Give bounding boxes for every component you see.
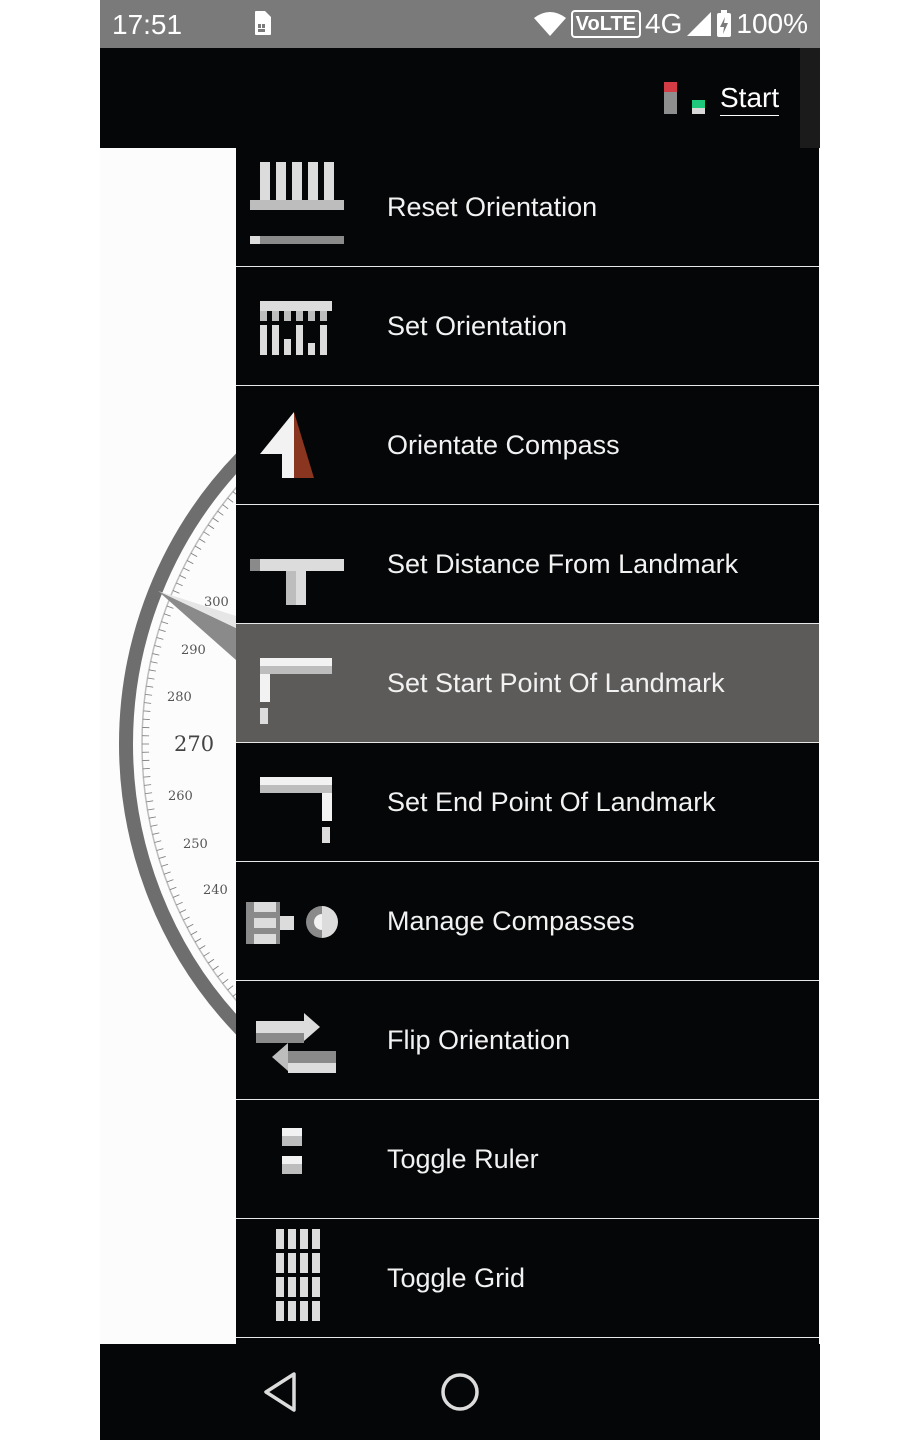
grid-icon	[246, 1229, 346, 1329]
menu-item-label: Reset Orientation	[387, 192, 598, 222]
phone-screen	[100, 0, 820, 1440]
compass-tick	[191, 931, 197, 934]
start-button[interactable]: Start	[720, 82, 779, 116]
compass-tick	[180, 910, 186, 913]
compass-tick	[167, 880, 174, 882]
compass-dial	[100, 148, 236, 1344]
battery-level: 100%	[736, 8, 808, 39]
volte-badge: VoLTE	[571, 10, 641, 38]
compass-tick	[146, 801, 153, 802]
compass-tick	[148, 809, 155, 810]
compass-tick	[183, 568, 189, 571]
reset-orientation-icon	[246, 158, 346, 258]
compass-tick	[204, 952, 210, 956]
compass-tick	[167, 606, 174, 608]
compass-tick	[154, 841, 161, 843]
set-orientation-icon	[246, 277, 346, 377]
status-bar	[100, 0, 820, 48]
compass-tick	[145, 793, 152, 794]
compass-tick	[173, 895, 179, 898]
compass-tick	[159, 856, 166, 858]
compass-tick	[161, 864, 168, 866]
compass-tick	[208, 959, 214, 963]
wifi-icon	[533, 11, 567, 37]
flip-icon	[246, 991, 346, 1091]
menu-item-toggle-ruler[interactable]	[236, 1100, 819, 1219]
battery-charging-icon	[716, 10, 732, 38]
compass-tick	[159, 630, 166, 632]
compass-tick	[149, 817, 156, 818]
compass-tick	[218, 973, 224, 977]
compass-tick	[143, 777, 150, 778]
network-type: 4G	[645, 8, 683, 39]
compass-tick	[176, 583, 182, 586]
orientate-compass-icon	[246, 396, 346, 496]
menu-item-set-start-point[interactable]	[236, 624, 819, 743]
compass-tick	[154, 646, 161, 648]
compass-tick	[191, 553, 197, 556]
compass-tick	[213, 518, 219, 522]
compass-label-240: 240	[203, 883, 228, 898]
compass-tick	[187, 561, 193, 564]
menu-item-label: Set Orientation	[387, 311, 568, 341]
compass-tick	[208, 525, 214, 529]
compass-tick	[180, 575, 186, 578]
menu-item-label: Orientate Compass	[387, 430, 620, 460]
compass-tick	[157, 638, 164, 640]
compass-tick	[149, 670, 156, 671]
compass-tick	[176, 902, 182, 905]
toolbar-scroll-edge	[800, 48, 820, 148]
compass-label-280: 280	[167, 690, 192, 705]
compass-label-260: 260	[168, 789, 193, 804]
compass-tick	[157, 849, 164, 851]
compass-tick	[173, 591, 179, 594]
compass-label-250: 250	[183, 837, 208, 852]
menu-item-label: Toggle Ruler	[387, 1144, 539, 1174]
home-button[interactable]	[438, 1370, 482, 1419]
compass-tick	[164, 872, 171, 874]
menu-item-flip-orientation[interactable]	[236, 981, 819, 1100]
compass-tick	[187, 924, 193, 927]
compass-tick	[195, 939, 201, 943]
distance-icon	[246, 515, 346, 615]
status-icons	[533, 8, 808, 40]
compass-tick	[148, 678, 155, 679]
compass-tick	[144, 785, 151, 786]
menu-item-toggle-grid[interactable]	[236, 1219, 819, 1338]
compass-tick	[143, 711, 150, 712]
compass-tick	[146, 686, 153, 687]
menu-item-label: Toggle Grid	[387, 1263, 526, 1293]
menu-item-label: Set Distance From Landmark	[387, 549, 739, 579]
home-circle-icon	[438, 1370, 482, 1414]
back-button[interactable]	[260, 1370, 300, 1419]
compass-tick	[213, 966, 219, 970]
menu-item-orientate-compass[interactable]	[236, 386, 819, 505]
compass-tick	[144, 703, 151, 704]
compass-tick	[199, 539, 205, 543]
menu-item-reset-orientation[interactable]	[236, 148, 819, 267]
top-toolbar	[100, 48, 820, 148]
compass-tick	[218, 511, 224, 515]
compass-tick	[228, 986, 233, 990]
compass-tick	[228, 498, 233, 502]
menu-item-label: Flip Orientation	[387, 1025, 571, 1055]
menu-item-set-orientation[interactable]	[236, 267, 819, 386]
compass-label-300: 300	[204, 595, 229, 610]
menu-item-label: Set End Point Of Landmark	[387, 787, 716, 817]
signal-icon	[686, 11, 712, 37]
menu-item-label: Manage Compasses	[387, 906, 635, 936]
menu-item-set-distance[interactable]	[236, 505, 819, 624]
compass-tick	[151, 662, 158, 663]
options-menu	[236, 148, 819, 1344]
compass-tick	[170, 887, 177, 890]
status-time: 17:51	[112, 9, 183, 40]
menu-item-label: Set Start Point Of Landmark	[387, 668, 725, 698]
compass-label-290: 290	[181, 643, 206, 658]
compass-tick	[161, 622, 168, 624]
navigation-bar	[100, 1344, 820, 1440]
back-triangle-icon	[260, 1370, 300, 1414]
recording-indicator-icon	[664, 82, 708, 121]
compass-tick	[223, 505, 229, 509]
compass-tick	[195, 546, 201, 550]
compass-tick	[164, 614, 171, 616]
compass-tick	[152, 833, 159, 835]
menu-item-set-end-point[interactable]	[236, 743, 819, 862]
compass-tick	[223, 979, 229, 983]
compass-tick	[183, 917, 189, 920]
compass-tick	[199, 946, 205, 950]
end-point-icon	[246, 753, 346, 853]
compass-tick	[152, 654, 159, 656]
compass-label-270: 270	[174, 732, 215, 756]
compass-tick	[145, 694, 152, 695]
manage-compasses-icon	[246, 872, 346, 972]
ruler-icon	[246, 1110, 346, 1210]
sim-card-icon	[252, 10, 272, 41]
compass-tick	[204, 532, 210, 536]
menu-item-manage-compasses[interactable]	[236, 862, 819, 981]
compass-tick	[151, 825, 158, 826]
start-point-icon	[246, 634, 346, 734]
